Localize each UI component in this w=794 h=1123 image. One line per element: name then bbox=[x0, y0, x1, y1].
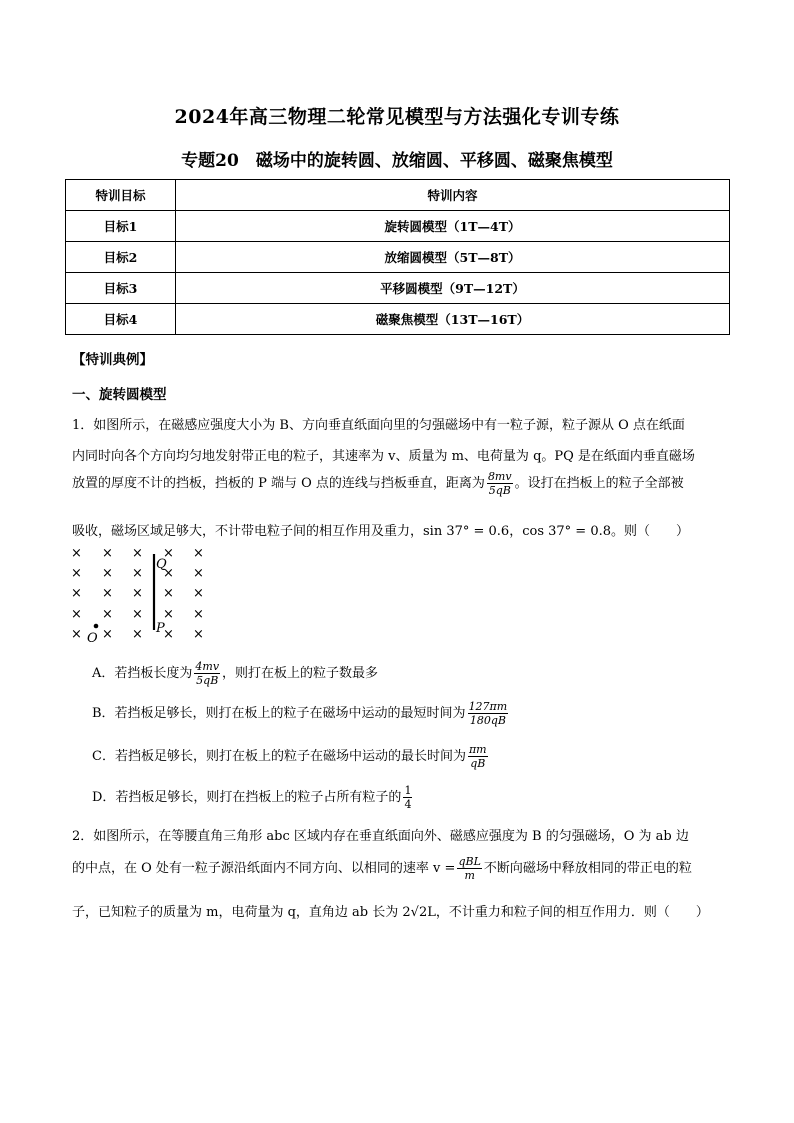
table-header-cell: 特训目标 bbox=[66, 180, 176, 211]
table-row bbox=[66, 304, 730, 335]
q2-line-2 bbox=[72, 855, 692, 882]
option-a-text-end: ，则打在板上的粒子数最多 bbox=[222, 666, 379, 681]
q1-option-c[interactable] bbox=[92, 743, 490, 770]
table-cell: 目标1 bbox=[66, 211, 176, 242]
label-q: Q bbox=[156, 557, 167, 572]
field-cross-mark: × bbox=[102, 627, 113, 642]
field-cross-mark: × bbox=[132, 566, 143, 581]
fraction-denominator: 4 bbox=[404, 798, 412, 811]
field-cross-mark: × bbox=[163, 586, 174, 601]
fraction-numerator: 8mv bbox=[487, 470, 512, 483]
document-subtitle: 专题20 磁场中的旋转圆、放缩圆、平移圆、磁聚焦模型 bbox=[181, 151, 613, 171]
q2-line-3: 子，已知粒子的质量为 m，电荷量为 q，直角边 ab 长为 2√2L，不计重力和粒子间的相互作用力．则（ ） bbox=[72, 905, 709, 920]
field-cross-mark: × bbox=[163, 546, 174, 561]
q1-line-2: 内同时向各个方向均匀地发射带正电的粒子，其速率为 v、质量为 m、电荷量为 q。PQ 是在纸面内垂直磁场 bbox=[72, 449, 695, 464]
field-cross-mark: × bbox=[71, 546, 82, 561]
fraction-numerator: 4mv bbox=[195, 660, 220, 673]
field-cross-mark: × bbox=[193, 627, 204, 642]
field-cross-mark: × bbox=[193, 586, 204, 601]
q1-line-3 bbox=[72, 470, 684, 497]
field-cross-mark: × bbox=[102, 546, 113, 561]
option-a-text: A．若挡板长度为 bbox=[92, 666, 193, 681]
table-cell: 旋转圆模型（1T—4T） bbox=[176, 211, 730, 242]
option-a-fraction bbox=[194, 660, 220, 687]
field-cross-mark: × bbox=[163, 607, 174, 622]
option-d-text: D．若挡板足够长，则打在挡板上的粒子占所有粒子的 bbox=[92, 790, 402, 805]
source-point-o bbox=[94, 624, 99, 629]
q1-option-b[interactable] bbox=[92, 700, 510, 727]
magnetic-field-figure bbox=[66, 540, 216, 645]
option-c-text: C．若挡板足够长，则打在板上的粒子在磁场中运动的最长时间为 bbox=[92, 749, 466, 764]
table-cell: 磁聚焦模型（13T—16T） bbox=[176, 304, 730, 335]
section-heading-rotating-circle: 一、旋转圆模型 bbox=[72, 387, 167, 403]
table-header-row bbox=[66, 180, 730, 211]
option-b-fraction bbox=[468, 700, 509, 727]
option-d-fraction bbox=[403, 784, 412, 811]
fraction-denominator: m bbox=[464, 869, 475, 882]
fraction-numerator: πm bbox=[468, 743, 487, 756]
field-cross-mark: × bbox=[193, 566, 204, 581]
fraction-numerator: 127πm bbox=[468, 700, 508, 713]
field-cross-mark: × bbox=[132, 607, 143, 622]
fraction-denominator: 5qB bbox=[488, 484, 511, 497]
table-row bbox=[66, 242, 730, 273]
document-title: 2024年高三物理二轮常见模型与方法强化专训专练 bbox=[174, 106, 620, 128]
table-cell: 目标3 bbox=[66, 273, 176, 304]
field-cross-mark: × bbox=[163, 627, 174, 642]
fraction-denominator: 180qB bbox=[469, 714, 506, 727]
table-cell: 目标2 bbox=[66, 242, 176, 273]
velocity-fraction bbox=[457, 855, 481, 882]
field-cross-mark: × bbox=[193, 546, 204, 561]
field-cross-mark: × bbox=[132, 586, 143, 601]
field-crosses bbox=[71, 546, 204, 642]
q1-line-4: 吸收，磁场区域足够大，不计带电粒子间的相互作用及重力，sin 37° = 0.6，cos 37° = 0.8。则（ ） bbox=[72, 524, 689, 539]
fraction-denominator: qB bbox=[470, 757, 486, 770]
field-cross-mark: × bbox=[163, 566, 174, 581]
field-cross-mark: × bbox=[102, 566, 113, 581]
fraction-denominator: 5qB bbox=[196, 674, 219, 687]
q1-option-d[interactable] bbox=[92, 784, 414, 811]
table-cell: 放缩圆模型（5T—8T） bbox=[176, 242, 730, 273]
field-cross-mark: × bbox=[71, 566, 82, 581]
q1-option-a[interactable] bbox=[92, 660, 378, 687]
fraction-numerator: qBL bbox=[458, 855, 481, 868]
label-p: P bbox=[156, 621, 165, 636]
table-cell: 目标4 bbox=[66, 304, 176, 335]
distance-fraction bbox=[487, 470, 513, 497]
section-heading-examples: 【特训典例】 bbox=[72, 352, 153, 368]
q1-line-1: 1．如图所示，在磁感应强度大小为 B、方向垂直纸面向里的匀强磁场中有一粒子源，粒子源从 O 点在纸面 bbox=[72, 418, 685, 433]
q2-line-2-text-end: 不断向磁场中释放相同的带正电的粒 bbox=[483, 861, 692, 876]
table-header-cell: 特训内容 bbox=[176, 180, 730, 211]
field-cross-mark: × bbox=[132, 546, 143, 561]
table-row bbox=[66, 273, 730, 304]
field-cross-mark: × bbox=[71, 586, 82, 601]
fraction-numerator: 1 bbox=[404, 784, 412, 797]
q1-line-3-text: 放置的厚度不计的挡板，挡板的 P 端与 O 点的连线与挡板垂直，距离为 bbox=[72, 476, 485, 491]
option-c-fraction bbox=[468, 743, 488, 770]
option-b-text: B．若挡板足够长，则打在板上的粒子在磁场中运动的最短时间为 bbox=[92, 706, 466, 721]
field-cross-mark: × bbox=[132, 627, 143, 642]
q2-line-1: 2．如图所示，在等腰直角三角形 abc 区域内存在垂直纸面向外、磁感应强度为 B 的匀强磁场，O 为 ab 边 bbox=[72, 829, 689, 844]
field-cross-mark: × bbox=[193, 607, 204, 622]
field-cross-mark: × bbox=[71, 607, 82, 622]
table-cell: 平移圆模型（9T—12T） bbox=[176, 273, 730, 304]
field-cross-mark: × bbox=[71, 627, 82, 642]
table-row bbox=[66, 211, 730, 242]
goals-table bbox=[65, 179, 730, 335]
q2-line-2-text: 的中点，在 O 处有一粒子源沿纸面内不同方向、以相同的速率 v = bbox=[72, 861, 456, 876]
q1-line-3-text-end: 。设打在挡板上的粒子全部被 bbox=[514, 476, 684, 491]
field-cross-mark: × bbox=[102, 607, 113, 622]
field-cross-mark: × bbox=[102, 586, 113, 601]
label-o: O bbox=[87, 631, 98, 645]
